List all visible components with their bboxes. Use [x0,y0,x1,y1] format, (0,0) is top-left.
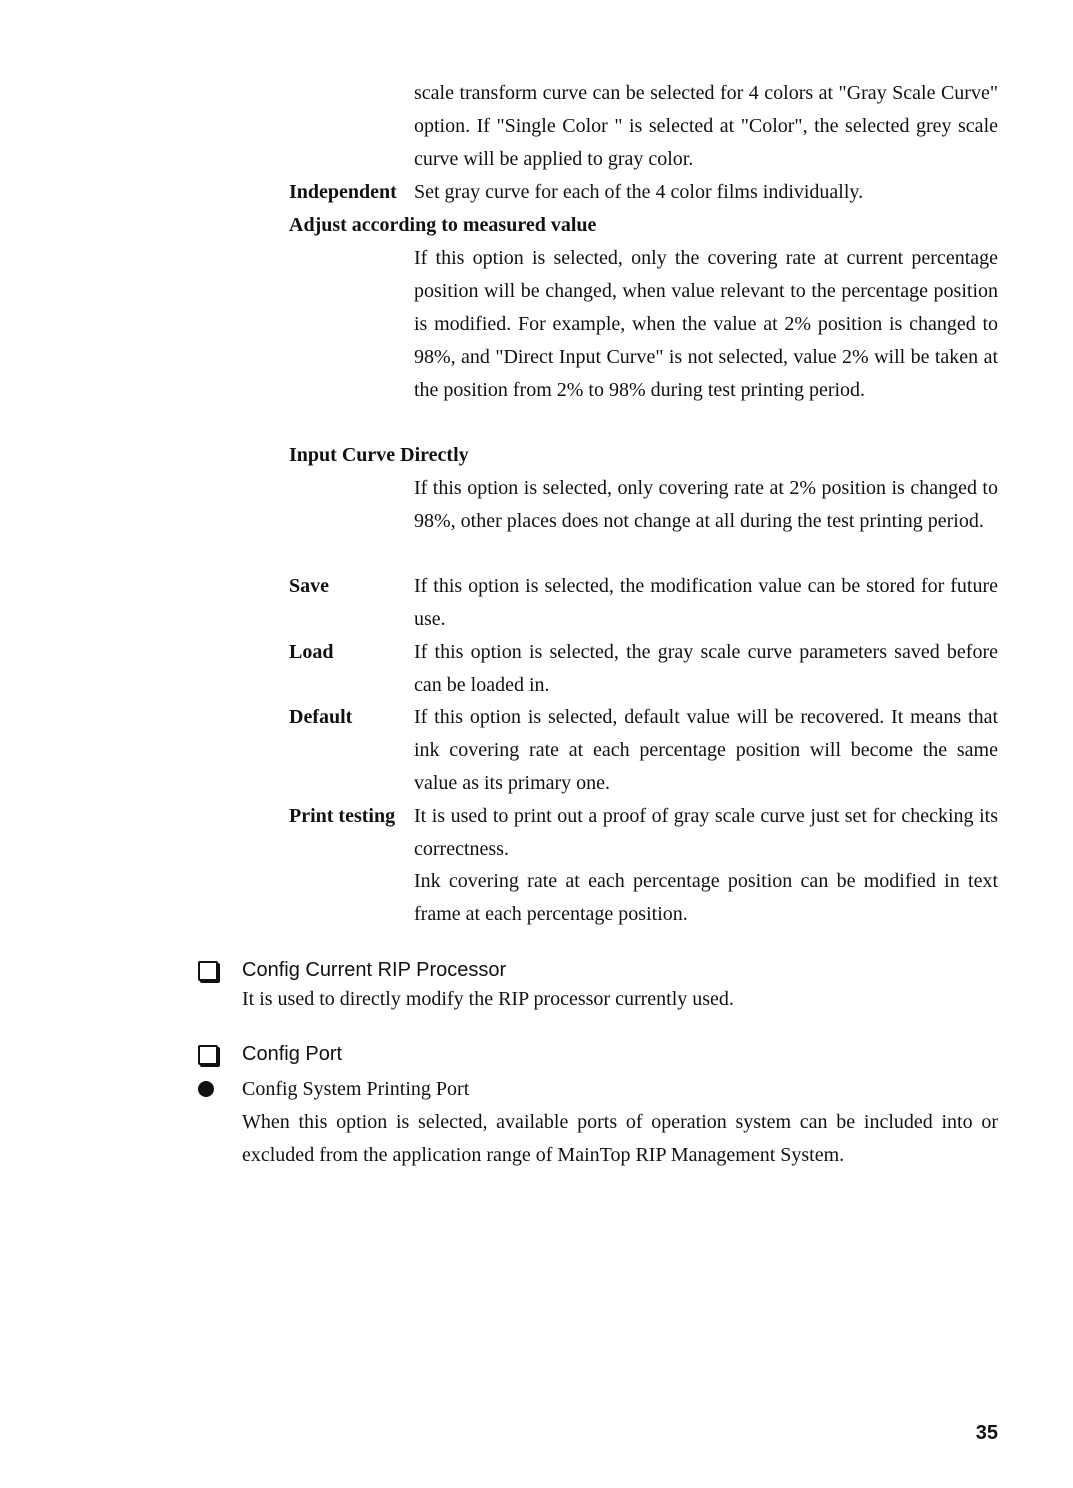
desc-adjust-measured: If this option is selected, only the covering rate at current percentage position will be changed, when value relevant to the percentage position is modified. For example, when the value at 2% position is changed to 98%, and "Direct Input Curve" is not selected, value 2% will be taken at the position from 2% to 98% during test printing period. [414,247,998,401]
desc-print-testing-note: Ink covering rate at each percentage position can be modified in text frame at each percentage position. [414,870,998,925]
checkbox-icon [198,1045,218,1065]
desc-print-testing: It is used to print out a proof of gray scale curve just set for checking its correctness. [414,805,998,860]
heading-config-port: Config Port [242,1043,343,1065]
term-default: Default [289,706,353,728]
text-config-current-rip: It is used to directly modify the RIP processor currently used. [242,988,734,1010]
page-number: 35 [975,1422,998,1444]
intro-paragraph: scale transform curve can be selected for 4 colors at "Gray Scale Curve" option. If "Single Color " is selected at "Color", the selected grey scale curve will be applied to gray color. [414,82,998,170]
desc-input-curve-directly: If this option is selected, only covering rate at 2% position is changed to 98%, other places does not change at all during the test printing period. [414,477,998,532]
desc-default: If this option is selected, default value will be recovered. It means that ink covering rate at each percentage position will become the same value as its primary one. [414,706,998,794]
checkbox-icon [198,961,218,981]
desc-save: If this option is selected, the modification value can be stored for future use. [414,575,998,630]
term-adjust-measured: Adjust according to measured value [289,214,597,236]
term-independent: Independent [289,181,397,203]
desc-independent: Set gray curve for each of the 4 color films individually. [414,181,864,203]
term-load: Load [289,641,334,663]
desc-load: If this option is selected, the gray scale curve parameters saved before can be loaded in. [414,641,998,696]
term-save: Save [289,575,329,597]
heading-config-current-rip: Config Current RIP Processor [242,959,507,981]
term-input-curve-directly: Input Curve Directly [289,444,469,466]
text-config-system-printing-port: When this option is selected, available ports of operation system can be included into or excluded from the application range of MainTop RIP Management System. [242,1111,998,1166]
heading-config-system-printing-port: Config System Printing Port [242,1078,470,1100]
term-print-testing: Print testing [289,805,396,827]
bullet-icon [198,1081,214,1097]
